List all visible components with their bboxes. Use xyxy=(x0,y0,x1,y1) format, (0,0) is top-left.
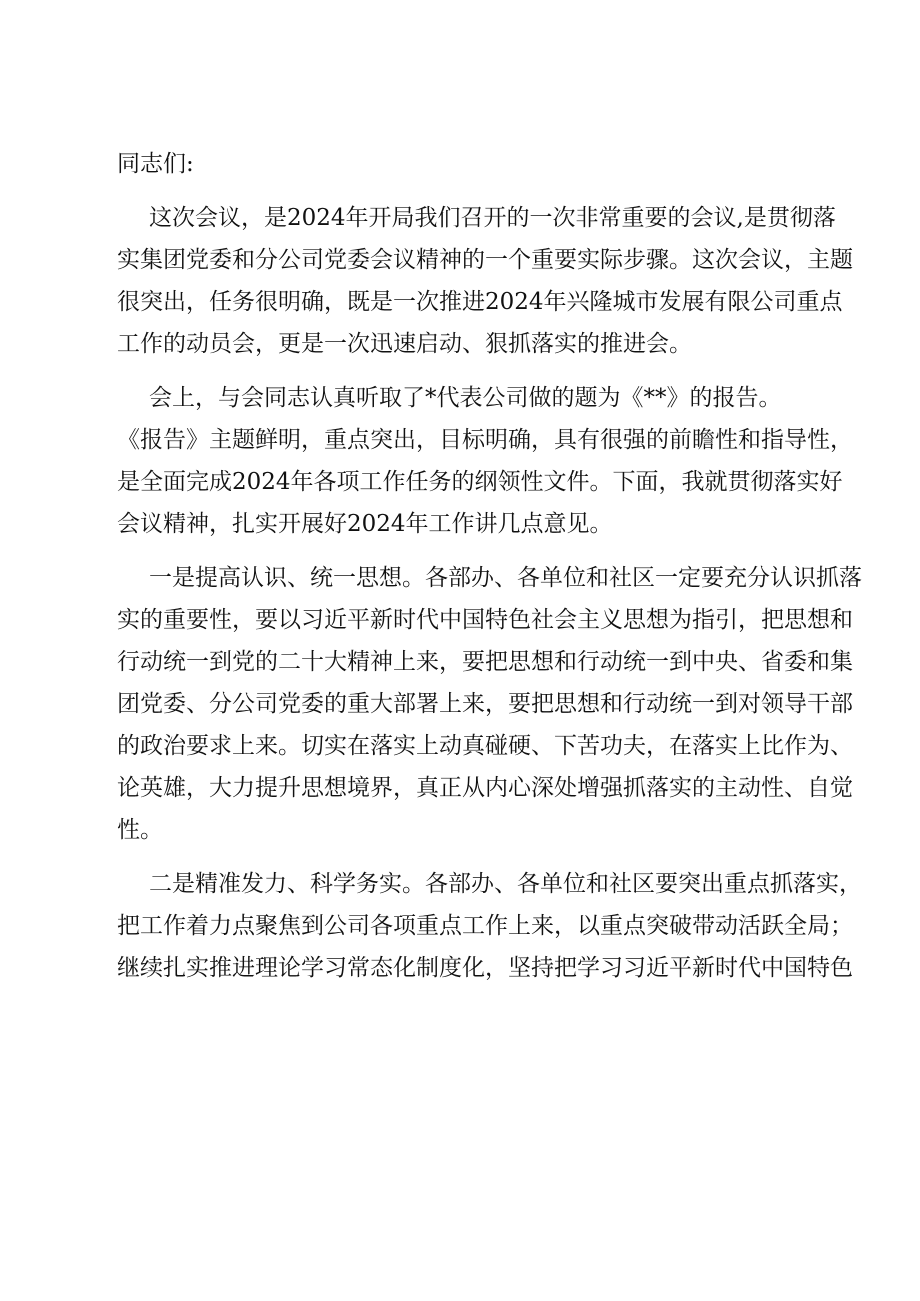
text-line: 行动统一到党的二十大精神上来，要把思想和行动统一到中央、省委和集 xyxy=(117,649,853,675)
text-line: 会议精神，扎实开展好2024年工作讲几点意见。 xyxy=(117,511,613,537)
text-line: 性。 xyxy=(117,817,163,843)
paragraph-report xyxy=(117,377,853,545)
text-line: 团党委、分公司党委的重大部署上来，要把思想和行动统一到对领导干部 xyxy=(117,691,853,717)
text-line: 继续扎实推进理论学习常态化制度化，坚持把学习习近平新时代中国特色 xyxy=(117,955,853,981)
text-line: 很突出，任务很明确，既是一次推进2024年兴隆城市发展有限公司重点 xyxy=(117,289,843,315)
text-line: 把工作着力点聚焦到公司各项重点工作上来，以重点突破带动活跃全局； xyxy=(117,913,853,939)
text-line: 实的重要性，要以习近平新时代中国特色社会主义思想为指引，把思想和 xyxy=(117,607,853,633)
text-line: 的政治要求上来。切实在落实上动真碰硬、下苦功夫，在落实上比作为、 xyxy=(117,733,853,759)
text-line: 《报告》主题鲜明，重点突出，目标明确，具有很强的前瞻性和指导性， xyxy=(117,427,853,453)
document-body xyxy=(117,143,862,1001)
text-line: 是全面完成2024年各项工作任务的纲领性文件。下面，我就贯彻落实好 xyxy=(117,469,843,495)
text-line: 会上，与会同志认真听取了*代表公司做的题为《**》的报告。 xyxy=(149,385,782,411)
paragraph-point-two xyxy=(117,863,862,989)
text-line: 论英雄，大力提升思想境界，真正从内心深处增强抓落实的主动性、自觉 xyxy=(117,775,853,801)
salutation: 同志们: xyxy=(117,151,194,177)
text-line: 一是提高认识、统一思想。各部办、各单位和社区一定要充分认识抓落 xyxy=(149,565,862,591)
text-line: 这次会议，是2024年开局我们召开的一次非常重要的会议,是贯彻落 xyxy=(149,205,836,231)
text-line: 工作的动员会，更是一次迅速启动、狠抓落实的推进会。 xyxy=(117,331,692,357)
text-line: 实集团党委和分公司党委会议精神的一个重要实际步骤。这次会议，主题 xyxy=(117,247,853,273)
paragraph-point-one xyxy=(117,557,862,851)
paragraph-opening xyxy=(117,197,853,365)
text-line: 二是精准发力、科学务实。各部办、各单位和社区要突出重点抓落实， xyxy=(149,871,862,897)
